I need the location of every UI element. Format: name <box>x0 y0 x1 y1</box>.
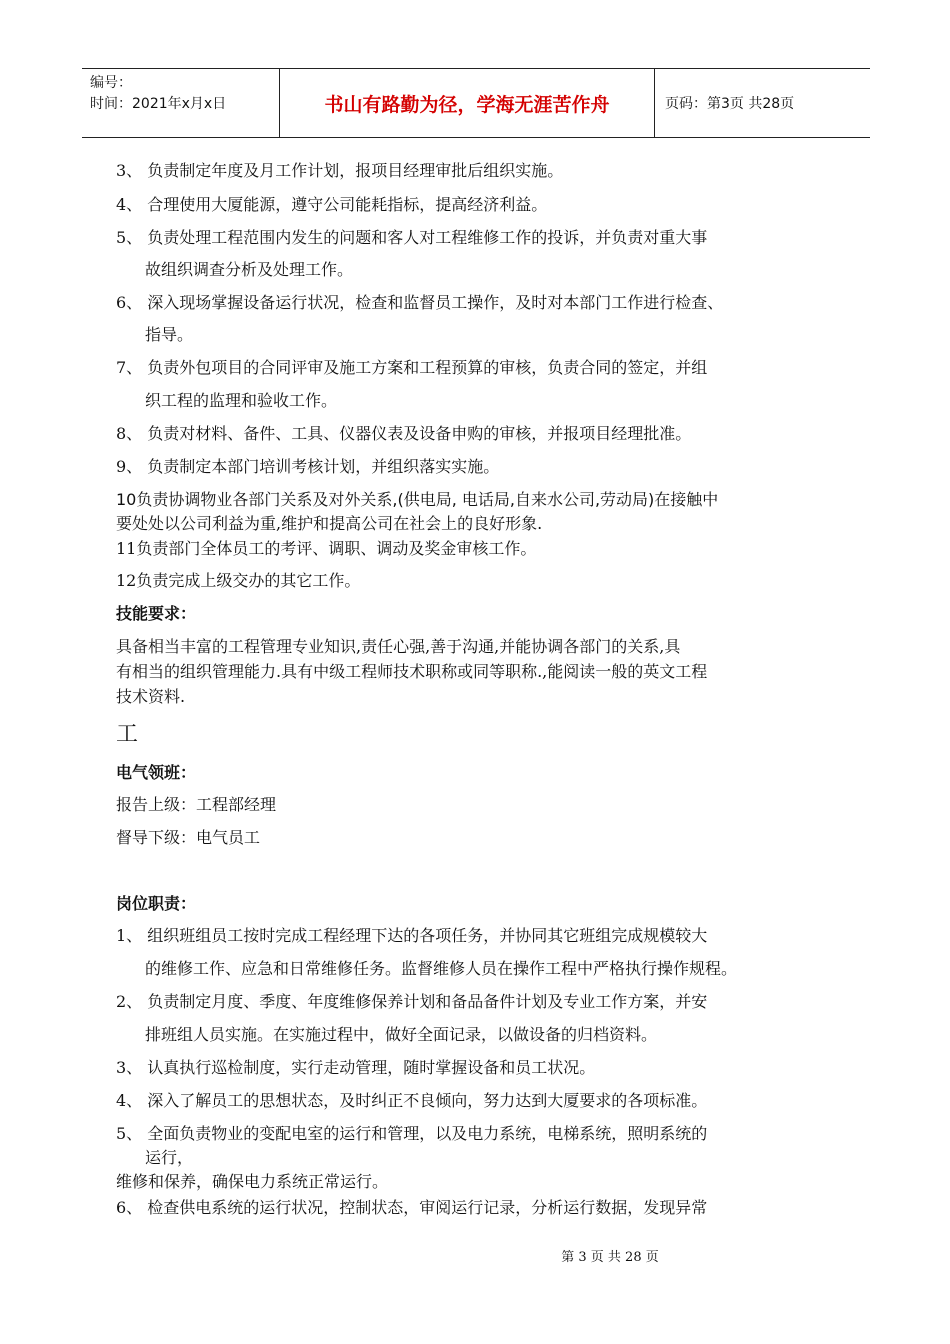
duty-line: 故组织调查分析及处理工作。 <box>145 260 354 279</box>
duties-heading: 岗位职责： <box>116 894 197 913</box>
duty-line: 1、 组织班组员工按时完成工程经理下达的各项任务，并协同其它班组完成规模较大 <box>116 926 708 945</box>
duty-line: 维修和保养，确保电力系统正常运行。 <box>116 1172 389 1191</box>
duty-line: 8、 负责对材料、备件、工具、仪器仪表及设备申购的审核，并报项目经理批准。 <box>116 424 692 443</box>
skills-heading: 技能要求： <box>116 604 197 623</box>
duty-line: 6、 检查供电系统的运行状况，控制状态，审阅运行记录，分析运行数据，发现异常 <box>116 1198 708 1217</box>
duty-line: 4、 合理使用大厦能源，遵守公司能耗指标，提高经济利益。 <box>116 195 548 214</box>
page-footer: 第 3 页 共 28 页 <box>561 1250 659 1265</box>
header-page-info: 页码：第3页 共28页 <box>665 96 795 112</box>
duty-line: 的维修工作、应急和日常维修任务。监督维修人员在操作工程中严格执行操作规程。 <box>145 959 738 978</box>
number-label: 编号： <box>90 75 132 91</box>
duty-line: 12负责完成上级交办的其它工作。 <box>116 571 361 590</box>
duty-line: 指导。 <box>145 325 194 344</box>
duty-line: 要处处以公司利益为重,维护和提高公司在社会上的良好形象. <box>116 514 543 533</box>
report-to: 报告上级：工程部经理 <box>116 795 277 814</box>
duty-line: 7、 负责外包项目的合同评审及施工方案和工程预算的审核，负责合同的签定，并组 <box>116 358 708 377</box>
duty-line: 织工程的监理和验收工作。 <box>145 391 338 410</box>
section-char: 工 <box>116 722 139 747</box>
supervise: 督导下级：电气员工 <box>116 828 261 847</box>
skills-line: 技术资料. <box>116 687 186 706</box>
duty-line: 11负责部门全体员工的考评、调职、调动及奖金审核工作。 <box>116 539 537 558</box>
duty-line: 运行， <box>145 1148 194 1167</box>
duty-line: 5、 全面负责物业的变配电室的运行和管理，以及电力系统，电梯系统，照明系统的 <box>116 1124 708 1143</box>
skills-line: 具备相当丰富的工程管理专业知识,责任心强,善于沟通,并能协调各部门的关系,具 <box>116 637 681 656</box>
header-meta <box>82 69 280 137</box>
skills-line: 有相当的组织管理能力.具有中级工程师技术职称或同等职称.,能阅读一般的英文工程 <box>116 662 708 681</box>
document-header <box>82 68 870 138</box>
duty-line: 3、 认真执行巡检制度，实行走动管理，随时掌握设备和员工状况。 <box>116 1058 596 1077</box>
duty-line: 6、 深入现场掌握设备运行状况，检查和监督员工操作，及时对本部门工作进行检查、 <box>116 293 724 312</box>
duty-line: 5、 负责处理工程范围内发生的问题和客人对工程维修工作的投诉，并负责对重大事 <box>116 228 708 247</box>
duty-line: 2、 负责制定月度、季度、年度维修保养计划和备品备件计划及专业工作方案，并安 <box>116 992 708 1011</box>
duty-line: 4、 深入了解员工的思想状态，及时纠正不良倾向，努力达到大厦要求的各项标准。 <box>116 1091 708 1110</box>
electric-heading: 电气领班： <box>116 763 197 782</box>
duty-line: 9、 负责制定本部门培训考核计划，并组织落实实施。 <box>116 457 500 476</box>
duty-line: 10负责协调物业各部门关系及对外关系,(供电局, 电话局,自来水公司,劳动局)在接触中 <box>116 490 719 509</box>
duty-line: 排班组人员实施。在实施过程中，做好全面记录，以做设备的归档资料。 <box>145 1025 658 1044</box>
time-label: 时间：2021年x月x日 <box>90 96 227 112</box>
duty-line: 3、 负责制定年度及月工作计划，报项目经理审批后组织实施。 <box>116 161 564 180</box>
header-motto: 书山有路勤为径，学海无涯苦作舟 <box>280 69 655 137</box>
